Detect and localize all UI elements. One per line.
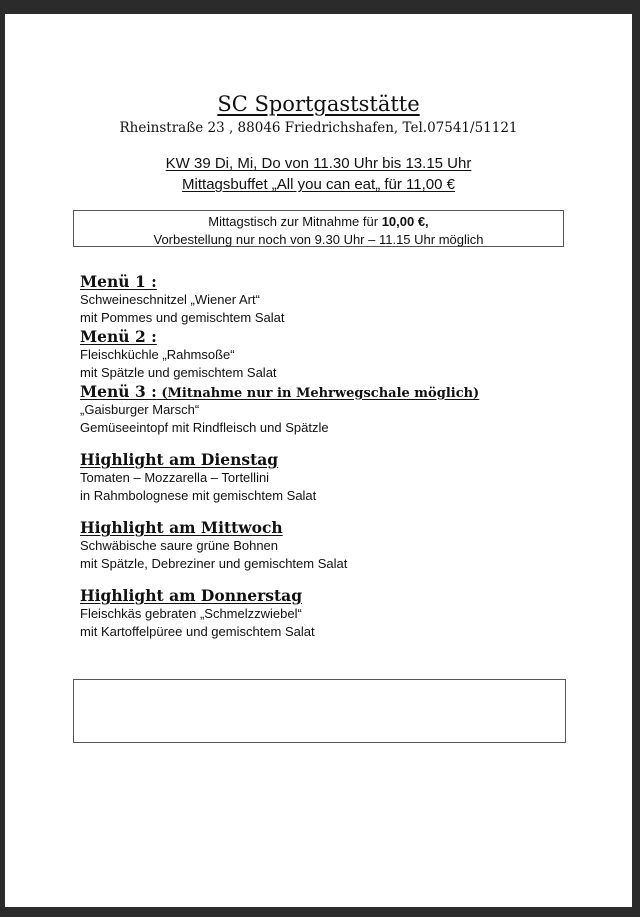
highlight-heading: Highlight am Mittwoch <box>80 518 283 537</box>
menu-line: Gemüseeintopf mit Rindfleisch und Spätzle <box>80 420 329 435</box>
highlight-line: mit Kartoffelpüree und gemischtem Salat <box>80 624 315 639</box>
menu-note: (Mitnahme nur in Mehrwegschale möglich) <box>156 386 480 401</box>
menu-heading: Menü 3 : (Mitnahme nur in Mehrwegschale möglich) <box>80 382 480 401</box>
week-schedule: KW 39 Di, Mi, Do von 11.30 Uhr bis 13.15 Uhr <box>165 155 472 172</box>
takeaway-info-box <box>73 210 564 247</box>
menu-line: Schweineschnitzel „Wiener Art“ <box>80 292 260 307</box>
highlight-wednesday <box>80 518 600 573</box>
menu-list <box>80 272 600 641</box>
highlight-line: Tomaten – Mozzarella – Tortellini <box>80 470 270 485</box>
highlight-line: mit Spätzle, Debreziner und gemischtem Salat <box>80 556 348 571</box>
highlight-line: Fleischkäs gebraten „Schmelzzwiebel“ <box>80 606 302 621</box>
takeaway-price: 10,00 €, <box>381 214 429 229</box>
empty-notes-box <box>73 679 566 743</box>
highlight-thursday <box>80 586 600 641</box>
takeaway-line-2: Vorbestellung nur noch von 9.30 Uhr – 11.15 Uhr möglich <box>153 232 484 247</box>
address-line: Rheinstraße 23 , 88046 Friedrichshafen, Tel.07541/51121 <box>119 120 518 136</box>
document-page <box>5 14 632 907</box>
page-title: SC Sportgaststätte <box>217 92 420 116</box>
menu-line: „Gaisburger Marsch“ <box>80 402 200 417</box>
highlight-tuesday <box>80 450 600 505</box>
buffet-offer: Mittagsbuffet „All you can eat„ für 11,00 € <box>182 176 455 193</box>
highlight-line: Schwäbische saure grüne Bohnen <box>80 538 279 553</box>
menu-item-2 <box>80 327 600 382</box>
menu-item-1 <box>80 272 600 327</box>
highlight-heading: Highlight am Donnerstag <box>80 586 303 605</box>
takeaway-line-1 <box>74 213 563 231</box>
menu-line: Fleischküchle „Rahmsoße“ <box>80 347 235 362</box>
menu-heading: Menü 1 : <box>80 272 157 291</box>
menu-heading: Menü 2 : <box>80 327 157 346</box>
menu-line: mit Pommes und gemischtem Salat <box>80 310 285 325</box>
highlight-heading: Highlight am Dienstag <box>80 450 279 469</box>
takeaway-text: Mittagstisch zur Mitnahme für <box>208 214 382 229</box>
menu-line: mit Spätzle und gemischtem Salat <box>80 365 277 380</box>
menu-item-3 <box>80 382 600 437</box>
highlight-line: in Rahmbolognese mit gemischtem Salat <box>80 488 317 503</box>
